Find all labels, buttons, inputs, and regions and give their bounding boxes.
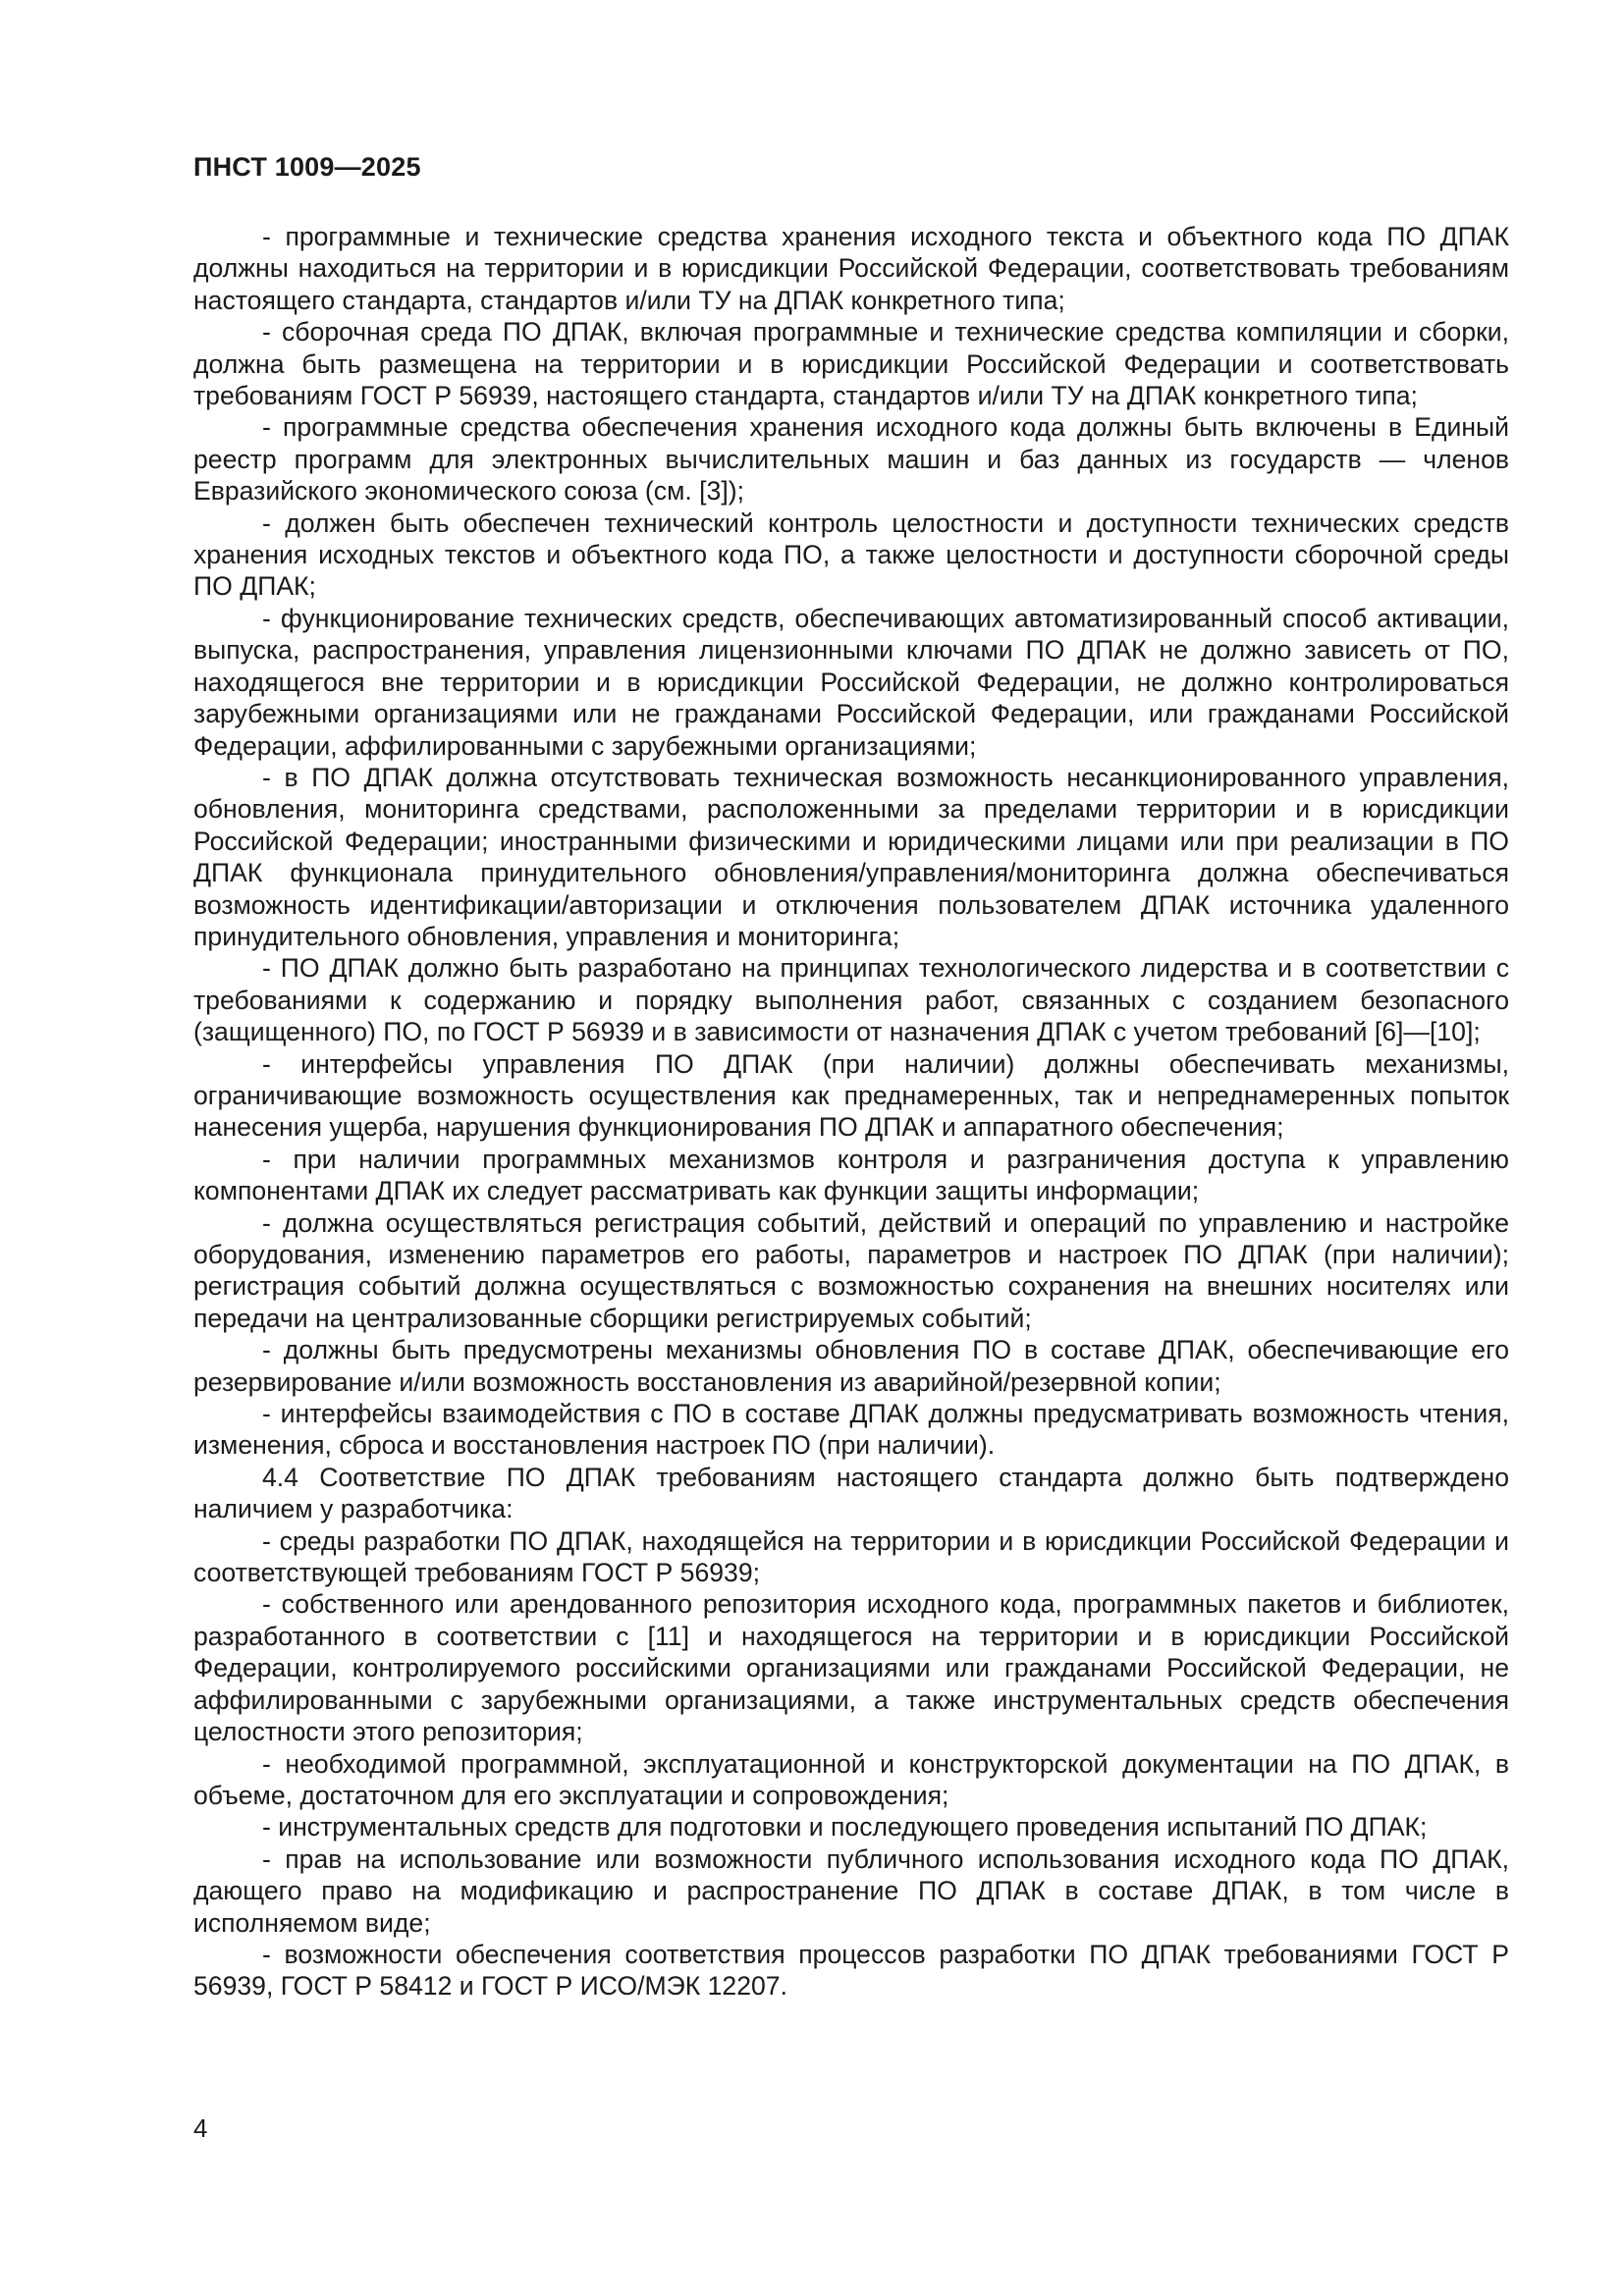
- paragraph: - ПО ДПАК должно быть разработано на принципах технологического лидерства и в соответствии с требованиями к содержанию и порядку выполнения работ, связанных с созданием безопасного (защищенного) ПО, по ГОСТ Р 56939 и в зависимости от назначения ДПАК с учетом требований [6]—[10];: [193, 953, 1509, 1047]
- paragraph: - необходимой программной, эксплуатационной и конструкторской документации на ПО ДПАК, в объеме, достаточном для его эксплуатации и сопровождения;: [193, 1748, 1509, 1810]
- section-4-4-paragraph: 4.4 Соответствие ПО ДПАК требованиям настоящего стандарта должно быть подтверждено наличием у разработчика:: [193, 1462, 1509, 1524]
- paragraph: - среды разработки ПО ДПАК, находящейся на территории и в юрисдикции Российской Федерации и соответствующей требованиям ГОСТ Р 56939;: [193, 1525, 1509, 1588]
- paragraph: - программные и технические средства хранения исходного текста и объектного кода ПО ДПАК должны находиться на территории и в юрисдикции Российской Федерации, соответствовать требованиям настоящего стандарта, стандартов и/или ТУ на ДПАК конкретного типа;: [193, 222, 1509, 315]
- paragraph: - в ПО ДПАК должна отсутствовать техническая возможность несанкционированного управления, обновления, мониторинга средствами, расположенными за пределами территории и в юрисдикции Российской Федерации; иностранными физическими и юридическими лицами или при реализации в ПО ДПАК функционала принудительного обновления/управления/мониторинга должна обеспечиваться возможность идентификации/авторизации и отключения пользователем ДПАК источника удаленного принудительного обновления, управления и мониторинга;: [193, 762, 1509, 951]
- document-code-header: ПНСТ 1009—2025: [193, 152, 421, 182]
- page-number: 4: [193, 2113, 208, 2143]
- paragraph: - возможности обеспечения соответствия процессов разработки ПО ДПАК требованиями ГОСТ Р 56939, ГОСТ Р 58412 и ГОСТ Р ИСО/МЭК 12207.: [193, 1939, 1509, 2002]
- document-body: [193, 221, 1509, 2002]
- paragraph: - программные средства обеспечения хранения исходного кода должны быть включены в Единый реестр программ для электронных вычислительных машин и баз данных из государств — членов Евразийского экономического союза (см. [3]);: [193, 412, 1509, 507]
- paragraph: - инструментальных средств для подготовки и последующего проведения испытаний ПО ДПАК;: [262, 1812, 1428, 1842]
- paragraph: - интерфейсы управления ПО ДПАК (при наличии) должны обеспечивать механизмы, ограничивающие возможность осуществления как преднамеренных, так и непреднамеренных попыток нанесения ущерба, нарушения функционирования ПО ДПАК и аппаратного обеспечения;: [193, 1048, 1509, 1143]
- paragraph: - при наличии программных механизмов контроля и разграничения доступа к управлению компонентами ДПАК их следует рассматривать как функции защиты информации;: [193, 1144, 1509, 1206]
- paragraph: - интерфейсы взаимодействия с ПО в составе ДПАК должны предусматривать возможность чтения, изменения, сброса и восстановления настроек ПО (при наличии).: [193, 1399, 1509, 1461]
- paragraph: - должен быть обеспечен технический контроль целостности и доступности технических средств хранения исходных текстов и объектного кода ПО, а также целостности и доступности сборочной среды ПО ДПАК;: [193, 507, 1509, 602]
- paragraph: - сборочная среда ПО ДПАК, включая программные и технические средства компиляции и сборки, должна быть размещена на территории и в юрисдикции Российской Федерации и соответствовать требованиям ГОСТ Р 56939, настоящего стандарта, стандартов и/или ТУ на ДПАК конкретного типа;: [193, 317, 1509, 411]
- paragraph: - прав на использование или возможности публичного использования исходного кода ПО ДПАК, дающего право на модификацию и распространение ПО ДПАК в составе ДПАК, в том числе в исполняемом виде;: [193, 1843, 1509, 1938]
- paragraph: - должна осуществляться регистрация событий, действий и операций по управлению и настройке оборудования, изменению параметров его работы, параметров и настроек ПО ДПАК (при наличии); регистрация событий должна осуществляться с возможностью сохранения на внешних носителях или передачи на централизованные сборщики регистрируемых событий;: [193, 1207, 1509, 1333]
- paragraph: - должны быть предусмотрены механизмы обновления ПО в составе ДПАК, обеспечивающие его резервирование и/или возможность восстановления из аварийной/резервной копии;: [193, 1335, 1509, 1397]
- paragraph: - функционирование технических средств, обеспечивающих автоматизированный способ активации, выпуска, распространения, управления лицензионными ключами ПО ДПАК не должно зависеть от ПО, находящегося вне территории и в юрисдикции Российской Федерации, не должно контролироваться зарубежными организациями или не гражданами Российской Федерации, или гражданами Российской Федерации, аффилированными с зарубежными организациями;: [193, 603, 1509, 761]
- paragraph: - собственного или арендованного репозитория исходного кода, программных пакетов и библиотек, разработанного в соответствии с [11] и находящегося на территории и в юрисдикции Российской Федерации, контролируемого российскими организациями или гражданами Российской Федерации, не аффилированными с зарубежными организациями, а также инструментальных средств обеспечения целостности этого репозитория;: [193, 1589, 1509, 1747]
